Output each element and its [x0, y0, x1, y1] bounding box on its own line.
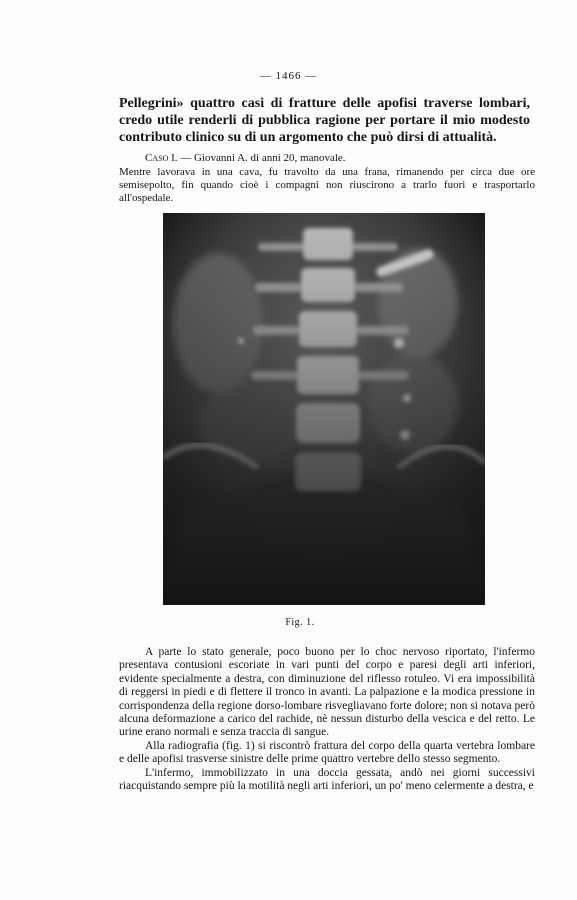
xray-figure [163, 213, 485, 605]
case-label: Caso I. [145, 152, 178, 164]
case-heading-text: — Giovanni A. di anni 20, manovale. [177, 152, 346, 164]
figure-caption: Fig. 1. [285, 617, 315, 628]
body-paragraph: A parte lo stato generale, poco buono per lo choc nervoso riportato, l'infermo presentava contusioni escoriate in vari punti del corpo e paresi degli arti inferiori, evidente specialmente a destra, con diminuzione del riflesso rotuleo. Vi era impossibilità di reggersi in piedi e di flettere il tronco in avanti. La palpazione e la modica pressione in corrispondenza della regione dorso-lombare risvegliavano forte dolore; non si notava però alcuna deformazione a carico del rachide, nè nessun disturbo della vescica e del retto. Le urine erano normali e senza traccia di sangue. [119, 646, 535, 739]
intro-paragraph [119, 95, 530, 146]
page-number: — 1466 — [259, 70, 318, 82]
case-heading [145, 152, 535, 165]
body-paragraph: L'infermo, immobilizzato in una doccia gessata, andò nei giorni successivi riacquistando sempre più la motilità negli arti inferiori, un po' meno celermente a destra, e [119, 766, 535, 793]
body-paragraph: Alla radiografia (fig. 1) si riscontrò frattura del corpo della quarta vertebra lombare e delle apofisi trasverse sinistre delle prime quattro vertebre dello stesso segmento. [119, 739, 535, 766]
body-text [119, 646, 535, 793]
intro-text: Pellegrini» quattro casi di fratture delle apofisi traverse lombari, credo utile renderli di pubblica ragione per portare il mio modesto contributo clinico su di un argomento che può dirsi di attualità. [119, 96, 530, 145]
xray-image [163, 213, 485, 605]
case-history: Mentre lavorava in una cava, fu travolto da una frana, rimanendo per circa due ore semisepolto, fin quando cioè i compagni non riuscirono a trarlo fuori e trasportarlo all'ospedale. [119, 166, 535, 204]
